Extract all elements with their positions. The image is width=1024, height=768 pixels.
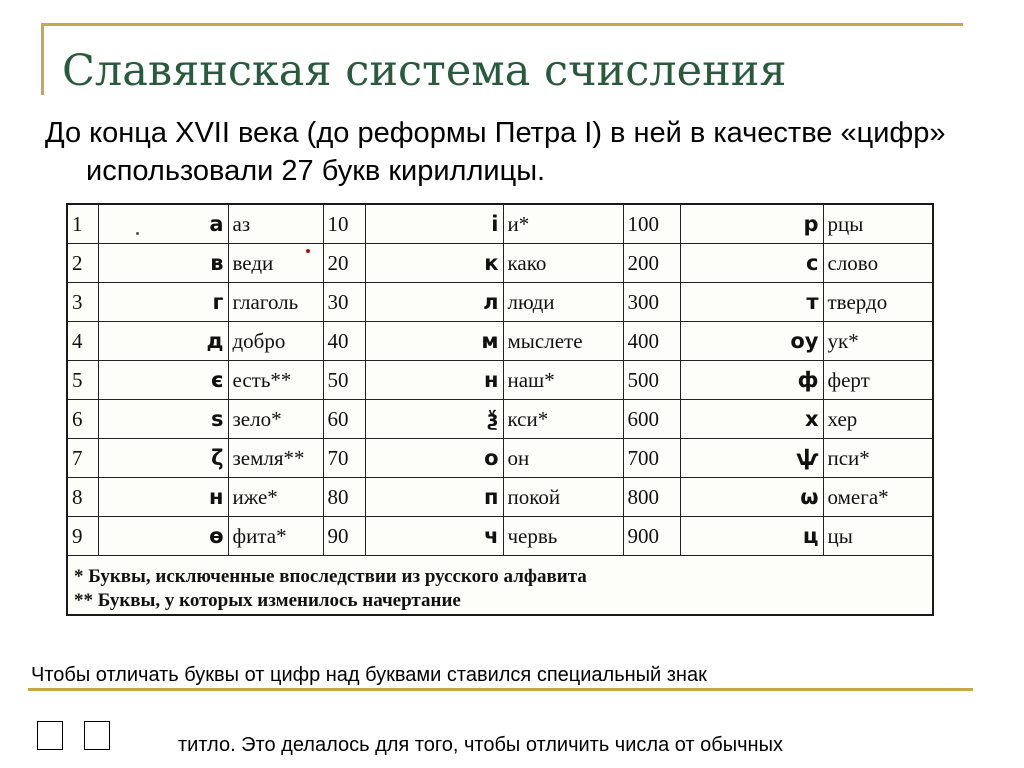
table-row	[68, 400, 932, 439]
letter-name: цы	[823, 517, 932, 556]
numeral-value: 9	[68, 517, 98, 556]
numeral-value: 90	[323, 517, 365, 556]
cyrillic-letter: і	[365, 205, 503, 244]
numeral-value: 30	[323, 283, 365, 322]
numeral-value: 300	[623, 283, 680, 322]
cyrillic-letter: ц	[680, 517, 823, 556]
numeral-value: 6	[68, 400, 98, 439]
missing-glyph-box	[84, 721, 110, 750]
numeral-value: 700	[623, 439, 680, 478]
numeral-value: 4	[68, 322, 98, 361]
table-row	[68, 205, 932, 244]
cyrillic-letter: є	[98, 361, 228, 400]
cyrillic-letter: н	[365, 361, 503, 400]
numeral-value: 8	[68, 478, 98, 517]
cyrillic-letter: д	[98, 322, 228, 361]
table-row	[68, 361, 932, 400]
letter-name: ук*	[823, 322, 932, 361]
numeral-value: 900	[623, 517, 680, 556]
cyrillic-letter: ф	[680, 361, 823, 400]
cyrillic-letter: ѡ	[680, 478, 823, 517]
letter-name: веди	[228, 244, 323, 283]
letter-name: добро	[228, 322, 323, 361]
numeral-value: 70	[323, 439, 365, 478]
intro-paragraph: До конца XVII века (до реформы Петра I) в ней в качестве «цифр» использовали 27 букв кириллицы.	[45, 117, 946, 187]
cyrillic-letter: ѯ	[365, 400, 503, 439]
top-accent-rule	[41, 23, 963, 26]
letter-name: иже*	[228, 478, 323, 517]
numeral-value: 5	[68, 361, 98, 400]
letter-name: мыслете	[503, 322, 623, 361]
cyrillic-letter: о	[365, 439, 503, 478]
letter-name: покой	[503, 478, 623, 517]
titlo-explanation-line-2: титло. Это делалось для того, чтобы отличить числа от обычных	[178, 734, 783, 756]
numeral-value: 100	[623, 205, 680, 244]
numeral-value: 400	[623, 322, 680, 361]
cyrillic-letter: к	[365, 244, 503, 283]
numeral-value: 60	[323, 400, 365, 439]
numeral-table	[68, 205, 932, 556]
cyrillic-letter: ζ	[98, 439, 228, 478]
letter-name: рцы	[823, 205, 932, 244]
note-changed-letters: ** Буквы, у которых изменилось начертание	[74, 590, 461, 611]
letter-name: хер	[823, 400, 932, 439]
slide-title: Славянская система счисления	[62, 46, 787, 96]
table-row	[68, 283, 932, 322]
cyrillic-letter: ч	[365, 517, 503, 556]
bottom-accent-rule	[28, 688, 973, 691]
numeral-value: 2	[68, 244, 98, 283]
scan-speck	[136, 232, 139, 235]
numeral-value: 1	[68, 205, 98, 244]
letter-name: наш*	[503, 361, 623, 400]
numeral-table-image	[66, 203, 934, 616]
cyrillic-letter: л	[365, 283, 503, 322]
titlo-explanation-line-1: Чтобы отличать буквы от цифр над буквами ставился специальный знак	[31, 664, 707, 686]
letter-name: глаголь	[228, 283, 323, 322]
letter-name: ферт	[823, 361, 932, 400]
numeral-value: 20	[323, 244, 365, 283]
numeral-value: 80	[323, 478, 365, 517]
cyrillic-letter: а	[98, 205, 228, 244]
letter-name: земля**	[228, 439, 323, 478]
left-accent-rule	[41, 23, 44, 95]
numeral-value: 600	[623, 400, 680, 439]
letter-name: аз	[228, 205, 323, 244]
table-row	[68, 439, 932, 478]
letter-name: слово	[823, 244, 932, 283]
numeral-value: 3	[68, 283, 98, 322]
numeral-value: 200	[623, 244, 680, 283]
numeral-value: 40	[323, 322, 365, 361]
numeral-value: 50	[323, 361, 365, 400]
cyrillic-letter: т	[680, 283, 823, 322]
numeral-value: 7	[68, 439, 98, 478]
cyrillic-letter: в	[98, 244, 228, 283]
cyrillic-letter: ѕ	[98, 400, 228, 439]
letter-name: червь	[503, 517, 623, 556]
letter-name: омега*	[823, 478, 932, 517]
letter-name: пси*	[823, 439, 932, 478]
cyrillic-letter: ѳ	[98, 517, 228, 556]
cyrillic-letter: с	[680, 244, 823, 283]
table-row	[68, 517, 932, 556]
cyrillic-letter: оу	[680, 322, 823, 361]
letter-name: фита*	[228, 517, 323, 556]
cyrillic-letter: н	[98, 478, 228, 517]
cyrillic-letter: м	[365, 322, 503, 361]
letter-name: люди	[503, 283, 623, 322]
cyrillic-letter: п	[365, 478, 503, 517]
letter-name: он	[503, 439, 623, 478]
numeral-value: 800	[623, 478, 680, 517]
numeral-value: 10	[323, 205, 365, 244]
letter-name: твердо	[823, 283, 932, 322]
letter-name: како	[503, 244, 623, 283]
cyrillic-letter: ѱ	[680, 439, 823, 478]
letter-name: зело*	[228, 400, 323, 439]
cyrillic-letter: г	[98, 283, 228, 322]
table-row	[68, 478, 932, 517]
cyrillic-letter: х	[680, 400, 823, 439]
note-excluded-letters: * Буквы, исключенные впоследствии из русского алфавита	[74, 566, 587, 587]
numeral-value: 500	[623, 361, 680, 400]
table-notes	[74, 565, 587, 613]
table-row	[68, 244, 932, 283]
missing-glyph-box	[37, 721, 63, 750]
letter-name: и*	[503, 205, 623, 244]
letter-name: есть**	[228, 361, 323, 400]
table-row	[68, 322, 932, 361]
scan-speck	[306, 249, 310, 253]
cyrillic-letter: р	[680, 205, 823, 244]
letter-name: кси*	[503, 400, 623, 439]
